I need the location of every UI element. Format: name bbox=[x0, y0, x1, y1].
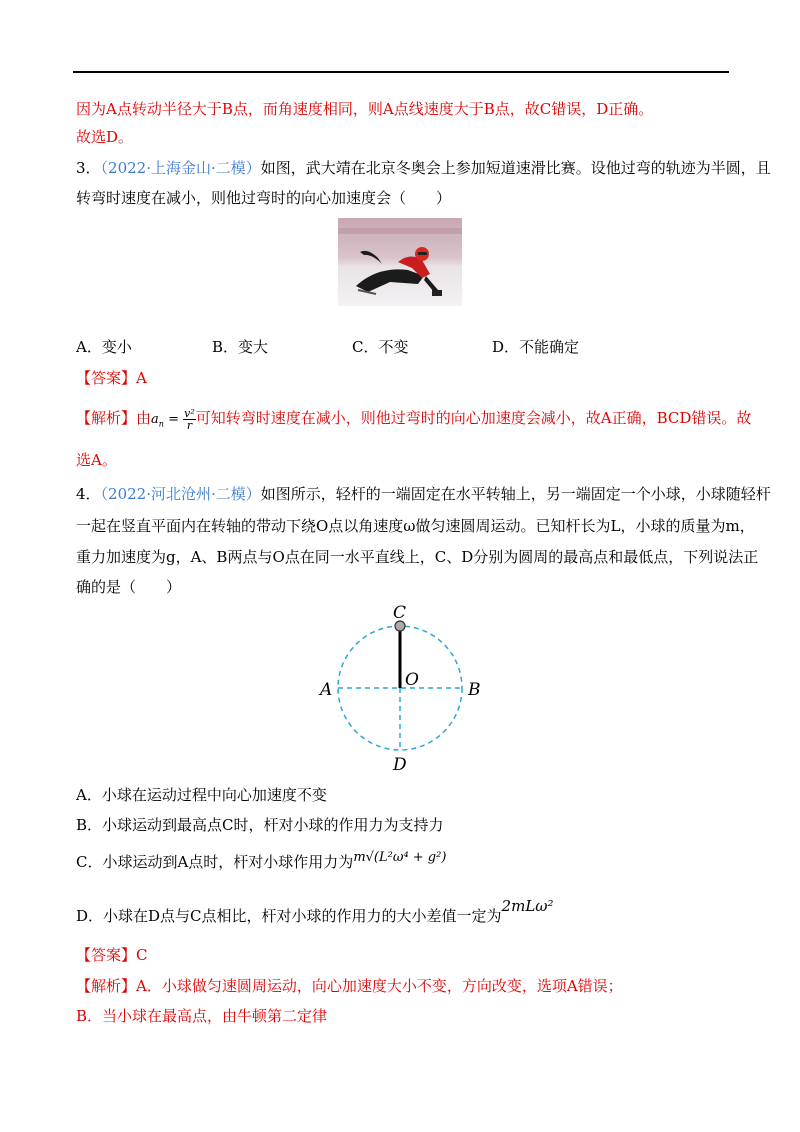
q3-analysis-line2: 选A。 bbox=[76, 451, 117, 469]
q4-option-c-text: C．小球运动到A点时，杆对小球作用力为 bbox=[76, 853, 354, 871]
q3-source: （2022·上海金山·二模） bbox=[100, 159, 261, 177]
q3-text1: 如图，武大靖在北京冬奥会上参加短道速滑比赛。设他过弯的轨迹为半圆，且 bbox=[260, 159, 771, 177]
q3-formula-fraction bbox=[183, 408, 196, 431]
q4-option-c-formula: m√(L²ω⁴ + g²) bbox=[353, 850, 447, 865]
q4-number: 4． bbox=[76, 485, 101, 503]
q4-option-d-formula: 2mLω² bbox=[501, 897, 554, 915]
q4-stem-line3: 重力加速度为g，A、B两点与O点在同一水平直线上，C、D分别为圆周的最高点和最低点，下列说法正 bbox=[76, 548, 759, 566]
q3-skater-photo bbox=[338, 218, 462, 306]
q3-number: 3． bbox=[76, 159, 101, 177]
label-o: O bbox=[405, 670, 419, 690]
q3-formula-eq: = bbox=[168, 412, 179, 427]
label-d: D bbox=[393, 755, 407, 775]
q4-option-a: A．小球在运动过程中向心加速度不变 bbox=[76, 786, 327, 804]
q4-analysis-label: 【解析】 bbox=[76, 977, 137, 995]
q4-answer-value: C bbox=[136, 946, 148, 964]
q3-analysis-line1 bbox=[76, 404, 751, 439]
q3-answer bbox=[76, 367, 147, 389]
q3-formula bbox=[151, 407, 196, 432]
label-c: C bbox=[393, 603, 407, 623]
prev-conclusion: 故选D。 bbox=[76, 128, 134, 146]
q3-answer-label: 【答案】 bbox=[76, 369, 137, 387]
q4-circle-diagram bbox=[310, 600, 500, 780]
q3-stem-line2: 转弯时速度在减小，则他过弯时的向心加速度会（ ） bbox=[76, 189, 452, 207]
q4-text1: 如图所示，轻杆的一端固定在水平转轴上，另一端固定一个小球，小球随轻杆 bbox=[260, 485, 771, 503]
q4-option-b: B．小球运动到最高点C时，杆对小球的作用力为支持力 bbox=[76, 816, 444, 834]
q3-analysis-post: 可知转弯时速度在减小，则他过弯时的向心加速度会减小，故A正确，BCD错误。故 bbox=[195, 409, 752, 427]
q3-answer-value: A bbox=[136, 369, 147, 387]
q4-analysis-text1: A．小球做匀速圆周运动，向心加速度大小不变，方向改变，选项A错误； bbox=[136, 977, 623, 995]
q4-answer-label: 【答案】 bbox=[76, 946, 137, 964]
q4-stem-line4: 确的是（ ） bbox=[76, 578, 182, 596]
prev-analysis-line: 因为A点转动半径大于B点，而角速度相同，则A点线速度大于B点，故C错误，D正确。 bbox=[76, 100, 654, 118]
q3-option-c: C．不变 bbox=[352, 338, 409, 356]
q3-option-b: B．变大 bbox=[212, 338, 269, 356]
q4-source: （2022·河北沧州·二模） bbox=[100, 485, 261, 503]
q4-option-c bbox=[76, 851, 446, 875]
q3-analysis-pre: 由 bbox=[136, 409, 152, 427]
q3-option-d: D．不能确定 bbox=[492, 338, 580, 356]
label-a: A bbox=[320, 680, 333, 700]
q3-stem-line1 bbox=[76, 157, 771, 179]
q4-option-d bbox=[76, 897, 554, 927]
q4-stem-line2: 一起在竖直平面内在转轴的带动下绕O点以角速度ω做匀速圆周运动。已知杆长为L，小球的质量为m， bbox=[76, 517, 755, 535]
q3-formula-sub: n bbox=[158, 419, 164, 429]
q3-option-a: A．变小 bbox=[76, 338, 132, 356]
q3-formula-lhs: a bbox=[151, 412, 159, 427]
header-rule bbox=[73, 71, 729, 73]
label-b: B bbox=[468, 680, 481, 700]
q4-stem-line1 bbox=[76, 483, 771, 505]
q3-analysis-label: 【解析】 bbox=[76, 409, 137, 427]
q3-formula-num: v² bbox=[184, 407, 195, 420]
q4-analysis-line2: B．当小球在最高点，由牛顿第二定律 bbox=[76, 1007, 328, 1025]
q4-option-d-text: D．小球在D点与C点相比，杆对小球的作用力的大小差值一定为 bbox=[76, 907, 502, 925]
q4-analysis-line1 bbox=[76, 975, 623, 997]
q3-formula-den: r bbox=[186, 419, 193, 432]
q4-answer bbox=[76, 944, 148, 966]
